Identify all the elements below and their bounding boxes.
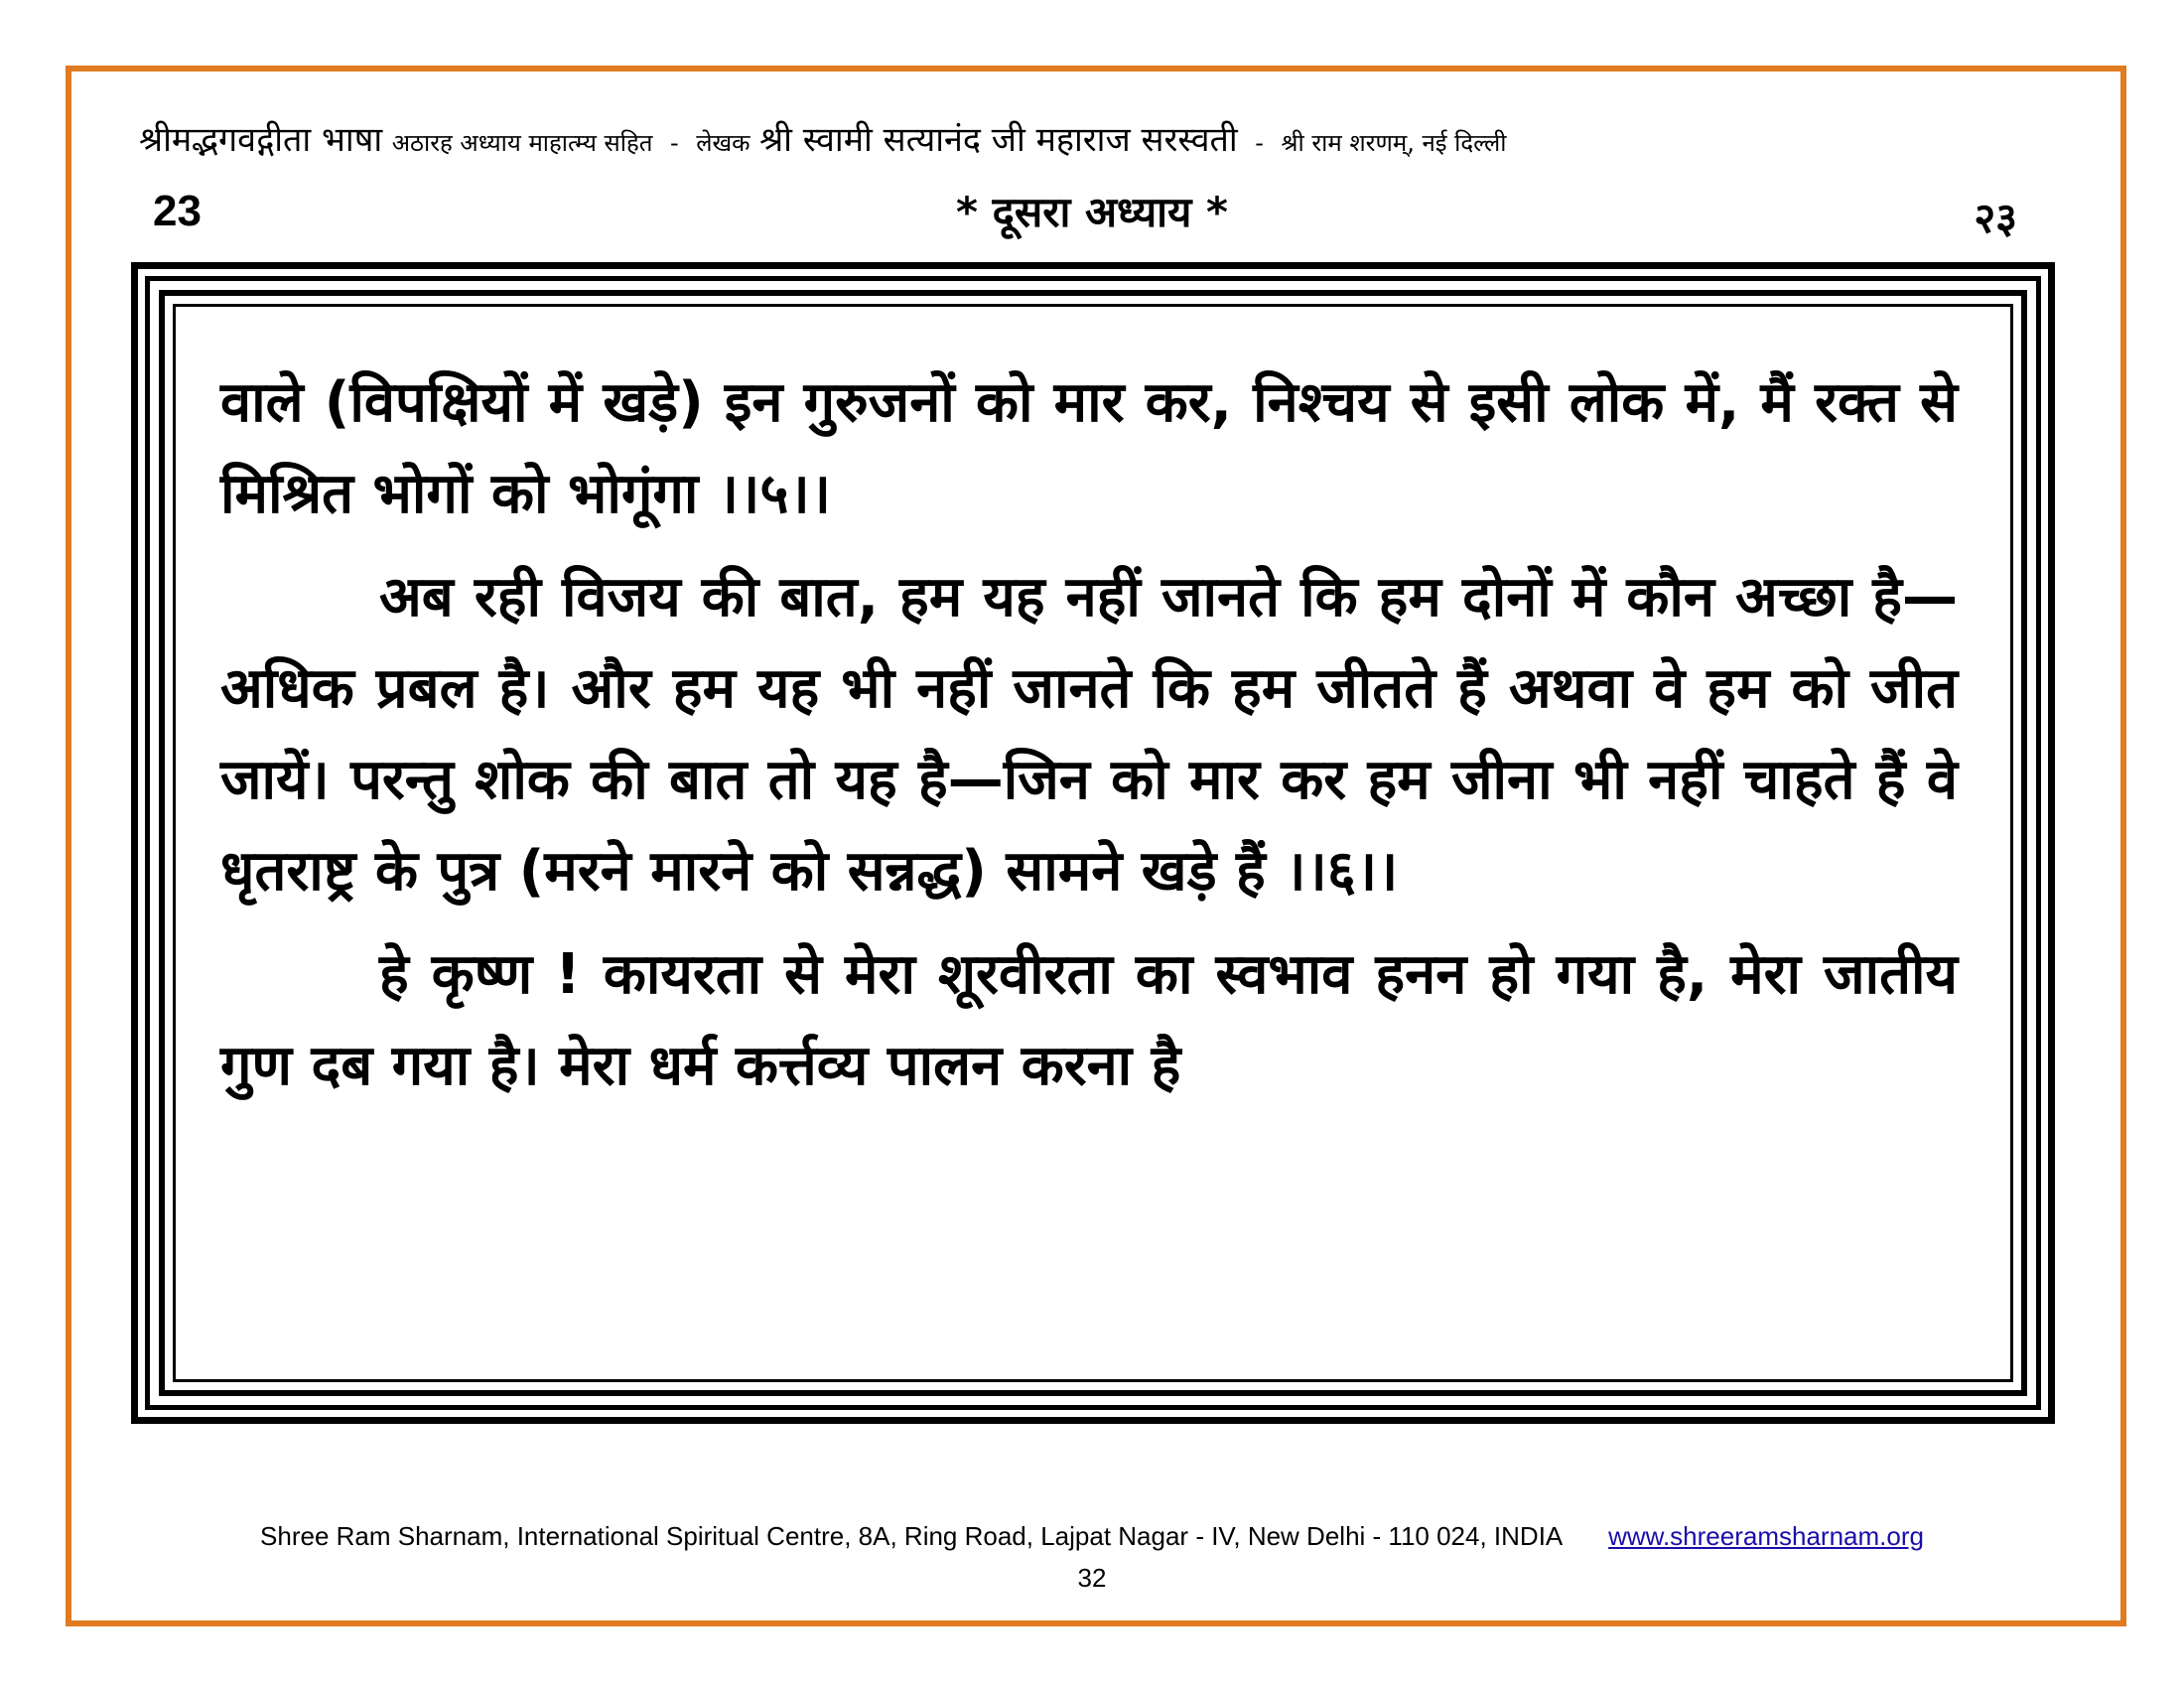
author-label: लेखक [696, 129, 751, 157]
footer-address: Shree Ram Sharnam, International Spiritual Centre, 8A, Ring Road, Lajpat Nagar - IV, New Delhi - 110 024, INDIA [260, 1521, 1562, 1551]
verse-text-block [220, 357, 1958, 1124]
paragraph: अब रही विजय की बात, हम यह नहीं जानते कि हम दोनों में कौन अच्छा है—अधिक प्रबल है। और हम यह भी नहीं जानते कि हम जीतते हैं अथवा वे हम को जीत जायें। परन्तु शोक की बात तो यह है—जिन को मार कर हम जीना भी नहीं चाहते हैं वे धृतराष्ट्र के पुत्र (मरने मारने को सन्नद्ध) सामने खड़े हैं ।।६।। [220, 565, 1958, 904]
chapter-title: * दूसरा अध्याय * [955, 188, 1229, 236]
author-name: श्री स्वामी सत्यानंद जी महाराज सरस्वती [759, 120, 1238, 160]
header-separator: - [1255, 129, 1264, 157]
footer-page-number: 32 [1077, 1563, 1107, 1593]
header-separator: - [669, 129, 679, 157]
website-link[interactable]: www.shreeramsharnam.org [1608, 1521, 1924, 1551]
paragraph: हे कृष्ण ! कायरता से मेरा शूरवीरता का स्वभाव हनन हो गया है, मेरा जातीय गुण दब गया है। मेरा धर्म कर्त्तव्य पालन करना है [220, 942, 1958, 1098]
page-number-devanagari: २३ [1974, 194, 2017, 242]
page-number-arabic: 23 [153, 187, 202, 235]
paragraph: वाले (विपक्षियों में खड़े) इन गुरुजनों को मार कर, निश्चय से इसी लोक में, मैं रक्त से मिश्रित भोगों को भोगूंगा ।।५।। [220, 370, 1958, 526]
footer [0, 1521, 2184, 1552]
publisher-name: श्री राम शरणम्, नई दिल्ली [1281, 129, 1507, 157]
book-subtitle: अठारह अध्याय माहात्म्य सहित [391, 129, 653, 157]
running-header [139, 117, 2065, 166]
book-title: श्रीमद्भगवद्गीता भाषा [139, 120, 383, 160]
